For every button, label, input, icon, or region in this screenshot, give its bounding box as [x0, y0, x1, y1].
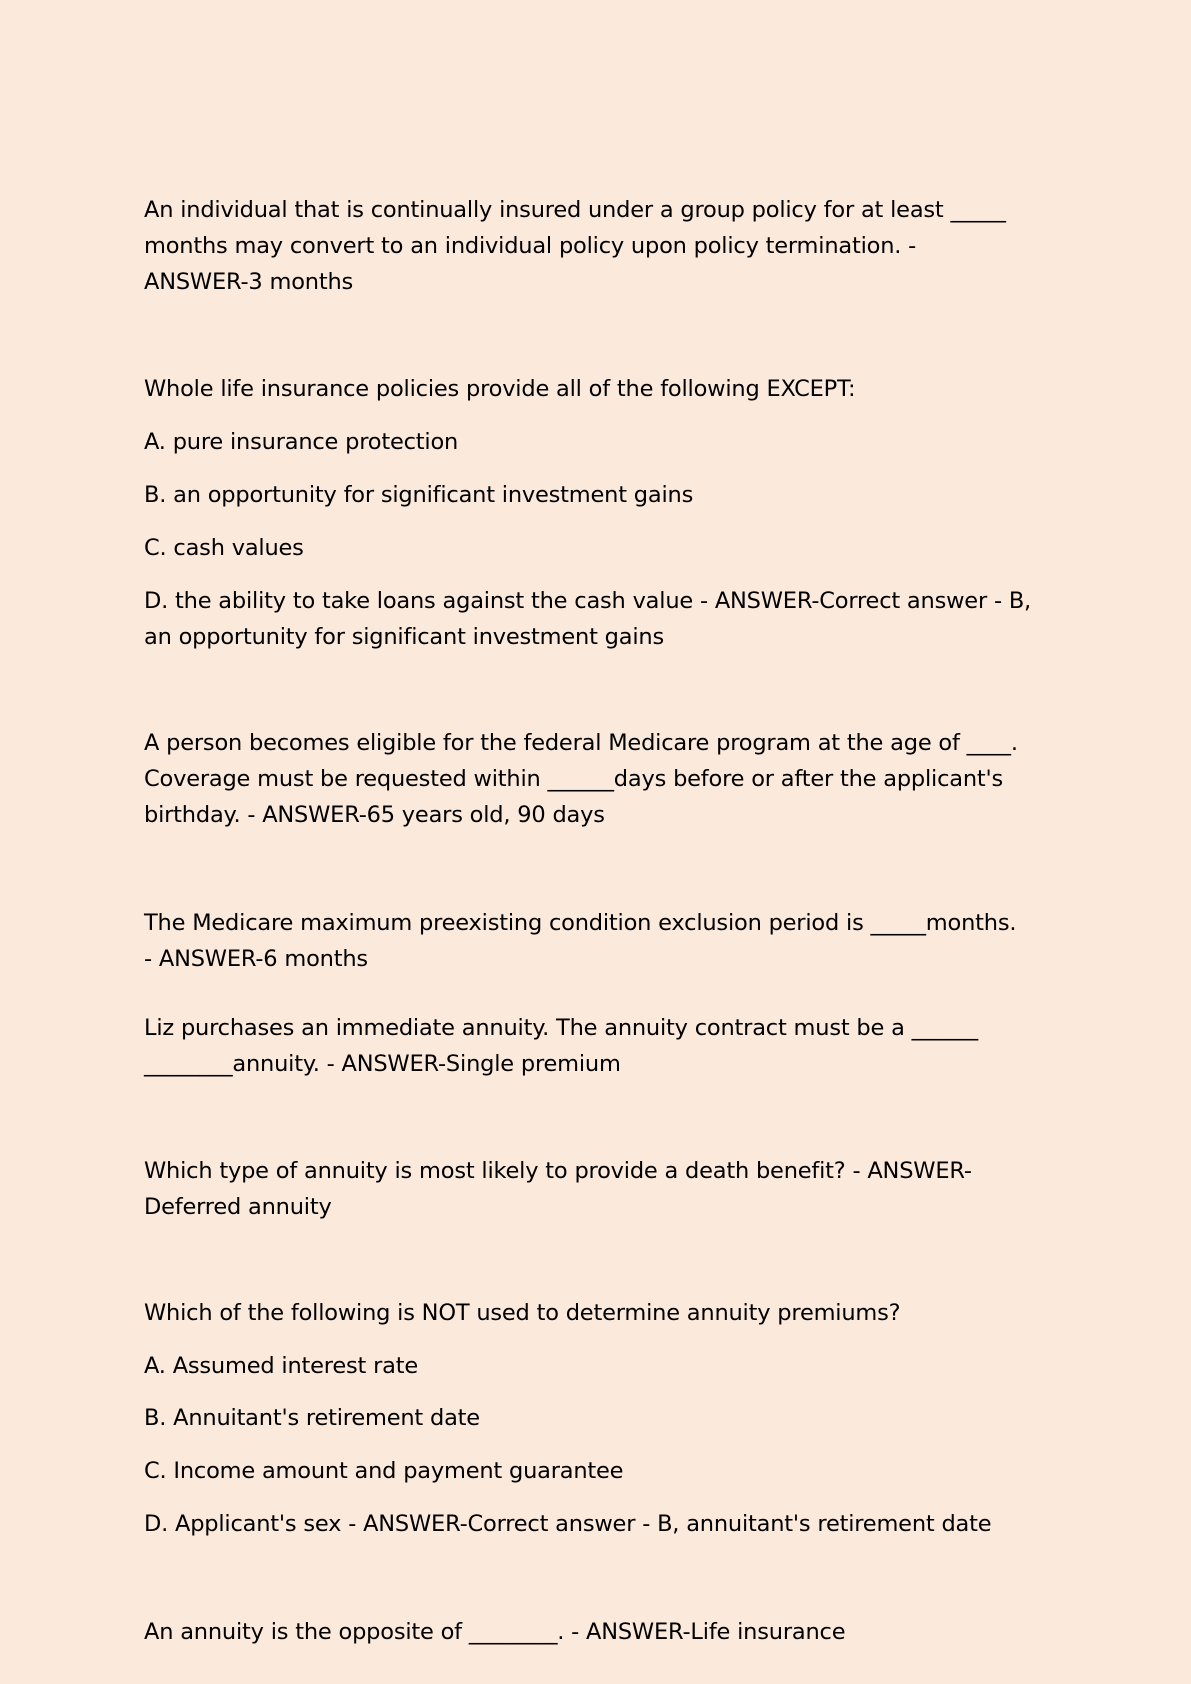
text-line: D. Applicant's sex - ANSWER-Correct answer - B, annuitant's retirement date [144, 1511, 992, 1537]
question-medicare-age [144, 725, 1064, 833]
text-line: D. the ability to take loans against the cash value - ANSWER-Correct answer - B, [144, 588, 1032, 614]
option-a [144, 1348, 1064, 1384]
option-d-answer [144, 583, 1064, 655]
text-line: A person becomes eligible for the federal Medicare program at the age of ____. [144, 730, 1018, 756]
text-line: Whole life insurance policies provide all of the following EXCEPT: [144, 376, 856, 402]
text-line: C. Income amount and payment guarantee [144, 1458, 624, 1484]
text-line: ANSWER-3 months [144, 269, 354, 295]
option-d-answer [144, 1506, 1064, 1542]
text-line: Deferred annuity [144, 1194, 332, 1220]
text-line: Liz purchases an immediate annuity. The annuity contract must be a ______ [144, 1015, 978, 1041]
text-line: ________annuity. - ANSWER-Single premium [144, 1051, 621, 1077]
text-line: B. an opportunity for significant investment gains [144, 482, 694, 508]
text-line: an opportunity for significant investment gains [144, 624, 664, 650]
option-c [144, 530, 1064, 566]
text-line: B. Annuitant's retirement date [144, 1405, 480, 1431]
text-line: An annuity is the opposite of ________. - ANSWER-Life insurance [144, 1619, 846, 1645]
question-immediate-annuity [144, 1010, 1064, 1082]
question-medicare-exclusion [144, 905, 1064, 977]
option-b [144, 1400, 1064, 1436]
question-annuity-premiums [144, 1295, 1064, 1331]
text-line: An individual that is continually insured under a group policy for at least _____ [144, 197, 1006, 223]
question-whole-life [144, 371, 1064, 407]
option-b [144, 477, 1064, 513]
option-a [144, 424, 1064, 460]
text-line: birthday. - ANSWER-65 years old, 90 days [144, 802, 605, 828]
question-death-benefit [144, 1153, 1064, 1225]
text-line: months may convert to an individual policy upon policy termination. - [144, 233, 917, 259]
text-line: - ANSWER-6 months [144, 946, 368, 972]
text-line: The Medicare maximum preexisting condition exclusion period is _____months. [144, 910, 1017, 936]
text-line: Which type of annuity is most likely to provide a death benefit? - ANSWER- [144, 1158, 972, 1184]
question-annuity-opposite [144, 1614, 1064, 1650]
option-c [144, 1453, 1064, 1489]
question-group-conversion [144, 192, 1064, 300]
text-line: A. Assumed interest rate [144, 1353, 418, 1379]
text-line: Coverage must be requested within ______days before or after the applicant's [144, 766, 1004, 792]
text-line: Which of the following is NOT used to determine annuity premiums? [144, 1300, 901, 1326]
text-line: A. pure insurance protection [144, 429, 459, 455]
text-line: C. cash values [144, 535, 304, 561]
